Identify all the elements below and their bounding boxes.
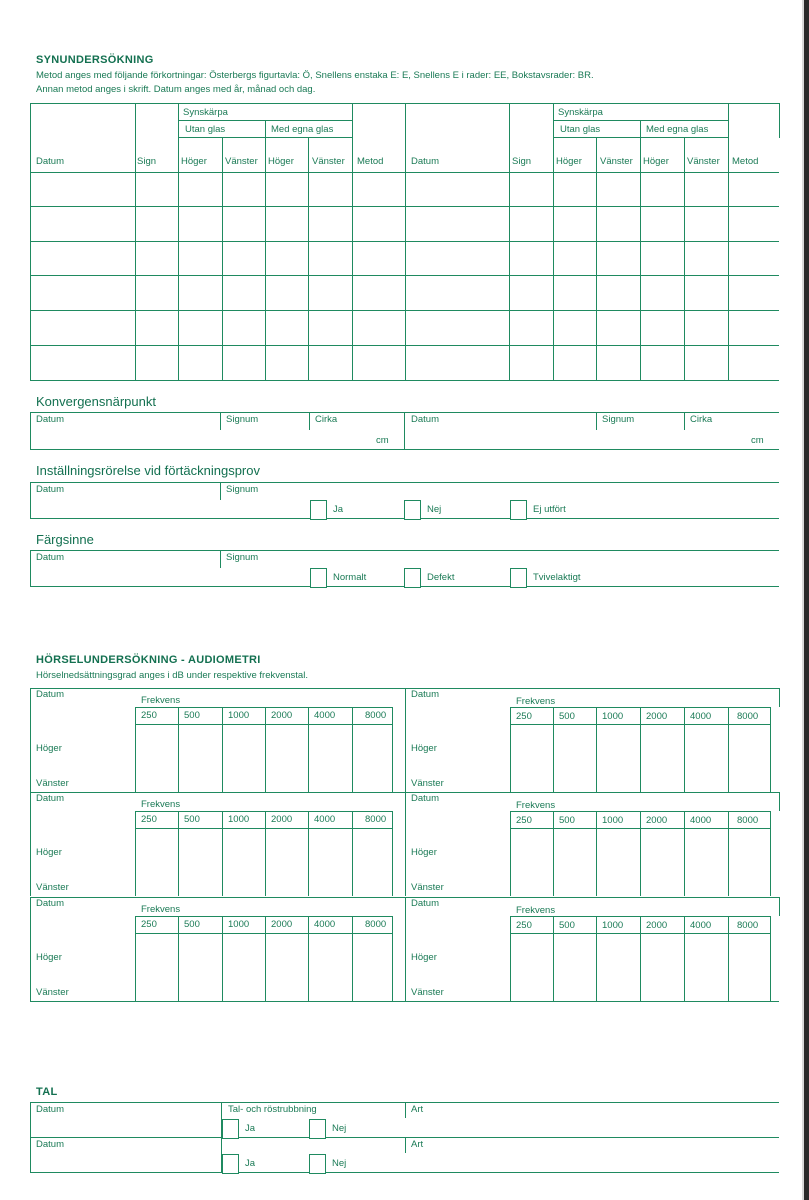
- hearing-freq-5-b2-2: 8000: [737, 815, 759, 826]
- hearing-freq-0-b2-1: 250: [141, 814, 157, 825]
- hearing-freq-4-b2-2: 4000: [690, 815, 712, 826]
- vision-group-label-1: Synskärpa: [183, 107, 228, 118]
- color-defect-checkbox[interactable]: [404, 568, 421, 588]
- hearing-datum-b2-1: Datum: [36, 793, 64, 804]
- vision-group-label-2: Synskärpa: [558, 107, 603, 118]
- speech-datum-1: Datum: [36, 1104, 64, 1115]
- hearing-freq-1-b1-2: 500: [559, 711, 575, 722]
- vision-col-datum-2: Datum: [411, 156, 439, 167]
- hearing-frequency-b2-2: Frekvens: [516, 800, 556, 811]
- cover-test-no-label: Nej: [427, 504, 442, 515]
- speech-no-label-2: Nej: [332, 1158, 347, 1169]
- hearing-freq-0-b1-1: 250: [141, 710, 157, 721]
- vision-sub-with-2: Med egna glas: [646, 124, 709, 135]
- speech-title: TAL: [36, 1086, 58, 1098]
- hearing-right-b2-1: Höger: [36, 847, 62, 858]
- hearing-freq-2-b1-2: 1000: [602, 711, 624, 722]
- hearing-freq-2-b3-1: 1000: [228, 919, 250, 930]
- convergence-datum-2: Datum: [411, 414, 439, 425]
- hearing-freq-1-b2-1: 500: [184, 814, 200, 825]
- hearing-freq-3-b3-1: 2000: [271, 919, 293, 930]
- cover-test-signum: Signum: [226, 484, 259, 495]
- cover-test-yes-label: Ja: [333, 504, 344, 515]
- convergence-approx-2: Cirka: [690, 414, 713, 425]
- vision-col-left-without-1: Vänster: [225, 156, 258, 167]
- vision-col-right-without-1: Höger: [181, 156, 207, 167]
- speech-yes-checkbox-2[interactable]: [222, 1154, 239, 1174]
- hearing-right-b1-1: Höger: [36, 743, 62, 754]
- hearing-freq-2-b2-2: 1000: [602, 815, 624, 826]
- vision-col-right-with-1: Höger: [268, 156, 294, 167]
- vision-sub-with-1: Med egna glas: [271, 124, 334, 135]
- hearing-freq-2-b1-1: 1000: [228, 710, 250, 721]
- convergence-unit-2: cm: [751, 435, 764, 446]
- speech-yes-checkbox-1[interactable]: [222, 1119, 239, 1139]
- vision-col-left-without-2: Vänster: [600, 156, 633, 167]
- hearing-datum-b2-2: Datum: [411, 793, 439, 804]
- speech-disorder-label: Tal- och röstrubbning: [228, 1104, 317, 1115]
- hearing-right-b1-2: Höger: [411, 743, 437, 754]
- vision-col-right-without-2: Höger: [556, 156, 582, 167]
- convergence-signum-1: Signum: [226, 414, 259, 425]
- hearing-datum-b1-2: Datum: [411, 689, 439, 700]
- convergence-title: Konvergensnärpunkt: [36, 394, 156, 409]
- hearing-freq-5-b2-1: 8000: [365, 814, 387, 825]
- color-vision-title: Färgsinne: [36, 532, 94, 547]
- vision-col-datum-1: Datum: [36, 156, 64, 167]
- vision-col-method-2: Metod: [732, 156, 759, 167]
- speech-yes-label-2: Ja: [245, 1158, 256, 1169]
- convergence-approx-1: Cirka: [315, 414, 338, 425]
- convergence-bottom-line: [30, 449, 779, 450]
- hearing-freq-0-b2-2: 250: [516, 815, 532, 826]
- convergence-signum-2: Signum: [602, 414, 635, 425]
- convergence-datum-1: Datum: [36, 414, 64, 425]
- speech-no-label-1: Nej: [332, 1123, 347, 1134]
- color-vision-signum: Signum: [226, 552, 259, 563]
- color-normal-checkbox[interactable]: [310, 568, 327, 588]
- hearing-left-b1-1: Vänster: [36, 778, 69, 789]
- cover-test-yes-checkbox[interactable]: [310, 500, 327, 520]
- hearing-freq-4-b3-1: 4000: [314, 919, 336, 930]
- hearing-freq-5-b3-1: 8000: [365, 919, 387, 930]
- hearing-left-b3-2: Vänster: [411, 987, 444, 998]
- cover-test-datum: Datum: [36, 484, 64, 495]
- hearing-frequency-b1-2: Frekvens: [516, 696, 556, 707]
- hearing-left-b2-1: Vänster: [36, 882, 69, 893]
- color-doubtful-label: Tvivelaktigt: [533, 572, 581, 583]
- vision-col-method-1: Metod: [357, 156, 384, 167]
- vision-row-line: [30, 380, 779, 381]
- vision-col-sign-2: Sign: [512, 156, 532, 167]
- hearing-freq-1-b3-1: 500: [184, 919, 200, 930]
- hearing-freq-0-b3-1: 250: [141, 919, 157, 930]
- hearing-freq-4-b1-1: 4000: [314, 710, 336, 721]
- cover-test-not-done-checkbox[interactable]: [510, 500, 527, 520]
- vision-col-left-with-2: Vänster: [687, 156, 720, 167]
- cover-test-no-checkbox[interactable]: [404, 500, 421, 520]
- hearing-freq-3-b1-1: 2000: [271, 710, 293, 721]
- cover-test-title: Inställningsrörelse vid förtäckningsprov: [36, 463, 260, 478]
- hearing-freq-3-b2-2: 2000: [646, 815, 668, 826]
- color-doubtful-checkbox[interactable]: [510, 568, 527, 588]
- hearing-freq-0-b3-2: 250: [516, 920, 532, 931]
- hearing-frequency-b3-2: Frekvens: [516, 905, 556, 916]
- hearing-freq-2-b2-1: 1000: [228, 814, 250, 825]
- speech-no-checkbox-2[interactable]: [309, 1154, 326, 1174]
- hearing-freq-2-b3-2: 1000: [602, 920, 624, 931]
- speech-type-2: Art: [411, 1139, 424, 1150]
- vision-title: SYNUNDERSÖKNING: [36, 54, 154, 66]
- hearing-freq-4-b1-2: 4000: [690, 711, 712, 722]
- cover-test-not-done-label: Ej utfört: [533, 504, 566, 515]
- vision-col-right-with-2: Höger: [643, 156, 669, 167]
- hearing-datum-b3-2: Datum: [411, 898, 439, 909]
- hearing-freq-1-b1-1: 500: [184, 710, 200, 721]
- hearing-left-b1-2: Vänster: [411, 778, 444, 789]
- hearing-freq-3-b1-2: 2000: [646, 711, 668, 722]
- speech-yes-label-1: Ja: [245, 1123, 256, 1134]
- vision-intro-line2: Annan metod anges i skrift. Datum anges med år, månad och dag.: [36, 84, 316, 95]
- hearing-freq-5-b1-1: 8000: [365, 710, 387, 721]
- hearing-right-b3-2: Höger: [411, 952, 437, 963]
- color-normal-label: Normalt: [333, 572, 367, 583]
- vision-sub-without-2: Utan glas: [560, 124, 601, 135]
- hearing-freq-0-b1-2: 250: [516, 711, 532, 722]
- hearing-freq-4-b2-1: 4000: [314, 814, 336, 825]
- speech-datum-2: Datum: [36, 1139, 64, 1150]
- vision-col-left-with-1: Vänster: [312, 156, 345, 167]
- hearing-freq-3-b2-1: 2000: [271, 814, 293, 825]
- hearing-freq-1-b2-2: 500: [559, 815, 575, 826]
- hearing-freq-5-b1-2: 8000: [737, 711, 759, 722]
- hearing-freq-1-b3-2: 500: [559, 920, 575, 931]
- hearing-subtitle: Hörselnedsättningsgrad anges i dB under respektive frekvenstal.: [36, 670, 308, 681]
- color-defect-label: Defekt: [427, 572, 455, 583]
- hearing-datum-b1-1: Datum: [36, 689, 64, 700]
- hearing-right-b3-1: Höger: [36, 952, 62, 963]
- hearing-frequency-b2-1: Frekvens: [141, 799, 181, 810]
- hearing-frequency-b1-1: Frekvens: [141, 695, 181, 706]
- vision-sub-without-1: Utan glas: [185, 124, 226, 135]
- vision-col-sign-1: Sign: [137, 156, 157, 167]
- hearing-left-b2-2: Vänster: [411, 882, 444, 893]
- hearing-freq-3-b3-2: 2000: [646, 920, 668, 931]
- page-edge: [804, 0, 809, 1200]
- hearing-freq-4-b3-2: 4000: [690, 920, 712, 931]
- color-vision-datum: Datum: [36, 552, 64, 563]
- hearing-left-b3-1: Vänster: [36, 987, 69, 998]
- speech-no-checkbox-1[interactable]: [309, 1119, 326, 1139]
- speech-type-1: Art: [411, 1104, 424, 1115]
- hearing-datum-b3-1: Datum: [36, 898, 64, 909]
- hearing-title: HÖRSELUNDERSÖKNING - AUDIOMETRI: [36, 654, 261, 666]
- hearing-right-b2-2: Höger: [411, 847, 437, 858]
- convergence-unit-1: cm: [376, 435, 389, 446]
- hearing-frequency-b3-1: Frekvens: [141, 904, 181, 915]
- vision-intro-line1: Metod anges med följande förkortningar: Österbergs figurtavla: Ö, Snellens enstaka E: E, Snellens E i rader: EE, Bokstavsrader: BR.: [36, 70, 594, 81]
- hearing-freq-5-b3-2: 8000: [737, 920, 759, 931]
